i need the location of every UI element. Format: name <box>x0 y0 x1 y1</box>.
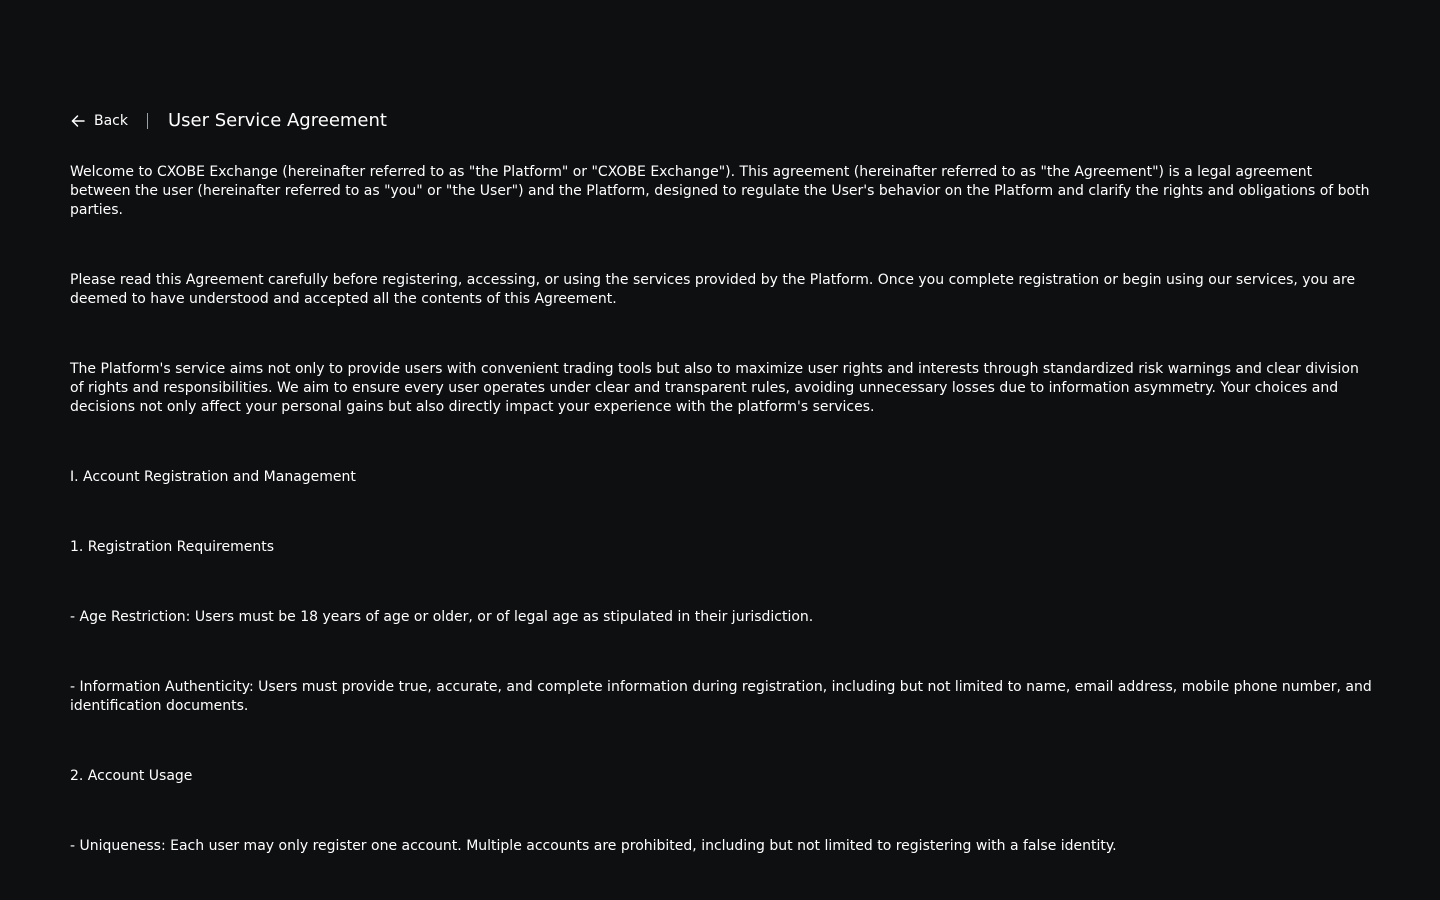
agreement-content <box>70 163 1375 900</box>
header-divider <box>147 113 148 129</box>
subsection-heading-account-usage: 2. Account Usage <box>70 768 193 784</box>
back-button[interactable] <box>70 109 128 133</box>
arrow-left-icon <box>70 113 86 129</box>
subsection-heading-registration: 1. Registration Requirements <box>70 539 275 555</box>
service-aim-paragraph: The Platform's service aims not only to provide users with convenient trading tools but also to maximize user rights and interests through standardized risk warnings and clear division of rights and responsibilities. We aim to ensure every user operates under clear and transparent rules, avoiding unnecessary losses due to information asymmetry. Your choices and decisions not only affect your personal gains but also directly impact your experience with the platform's services. <box>70 361 1359 415</box>
read-carefully-paragraph: Please read this Agreement carefully before registering, accessing, or using the services provided by the Platform. Once you complete registration or begin using our services, you are deemed to have understood and accepted all the contents of this Agreement. <box>70 272 1356 307</box>
uniqueness-item: - Uniqueness: Each user may only register one account. Multiple accounts are prohibited, including but not limited to registering with a false identity. <box>70 838 1117 854</box>
intro-paragraph: Welcome to CXOBE Exchange (hereinafter referred to as "the Platform" or "CXOBE Exchange"). This agreement (hereinafter referred to as "the Agreement") is a legal agreement between the user (hereinafter referred to as "you" or "the User") and the Platform, designed to regulate the User's behavior on the Platform and clarify the rights and obligations of both parties. <box>70 164 1370 218</box>
section-heading-account: I. Account Registration and Management <box>70 469 356 485</box>
information-authenticity-item: - Information Authenticity: Users must provide true, accurate, and complete information during registration, including but not limited to name, email address, mobile phone number, and identification documents. <box>70 679 1372 714</box>
page-header <box>70 109 387 133</box>
age-restriction-item: - Age Restriction: Users must be 18 years of age or older, or of legal age as stipulated in their jurisdiction. <box>70 609 814 625</box>
page-title: User Service Agreement <box>168 110 387 131</box>
back-label: Back <box>94 113 128 129</box>
